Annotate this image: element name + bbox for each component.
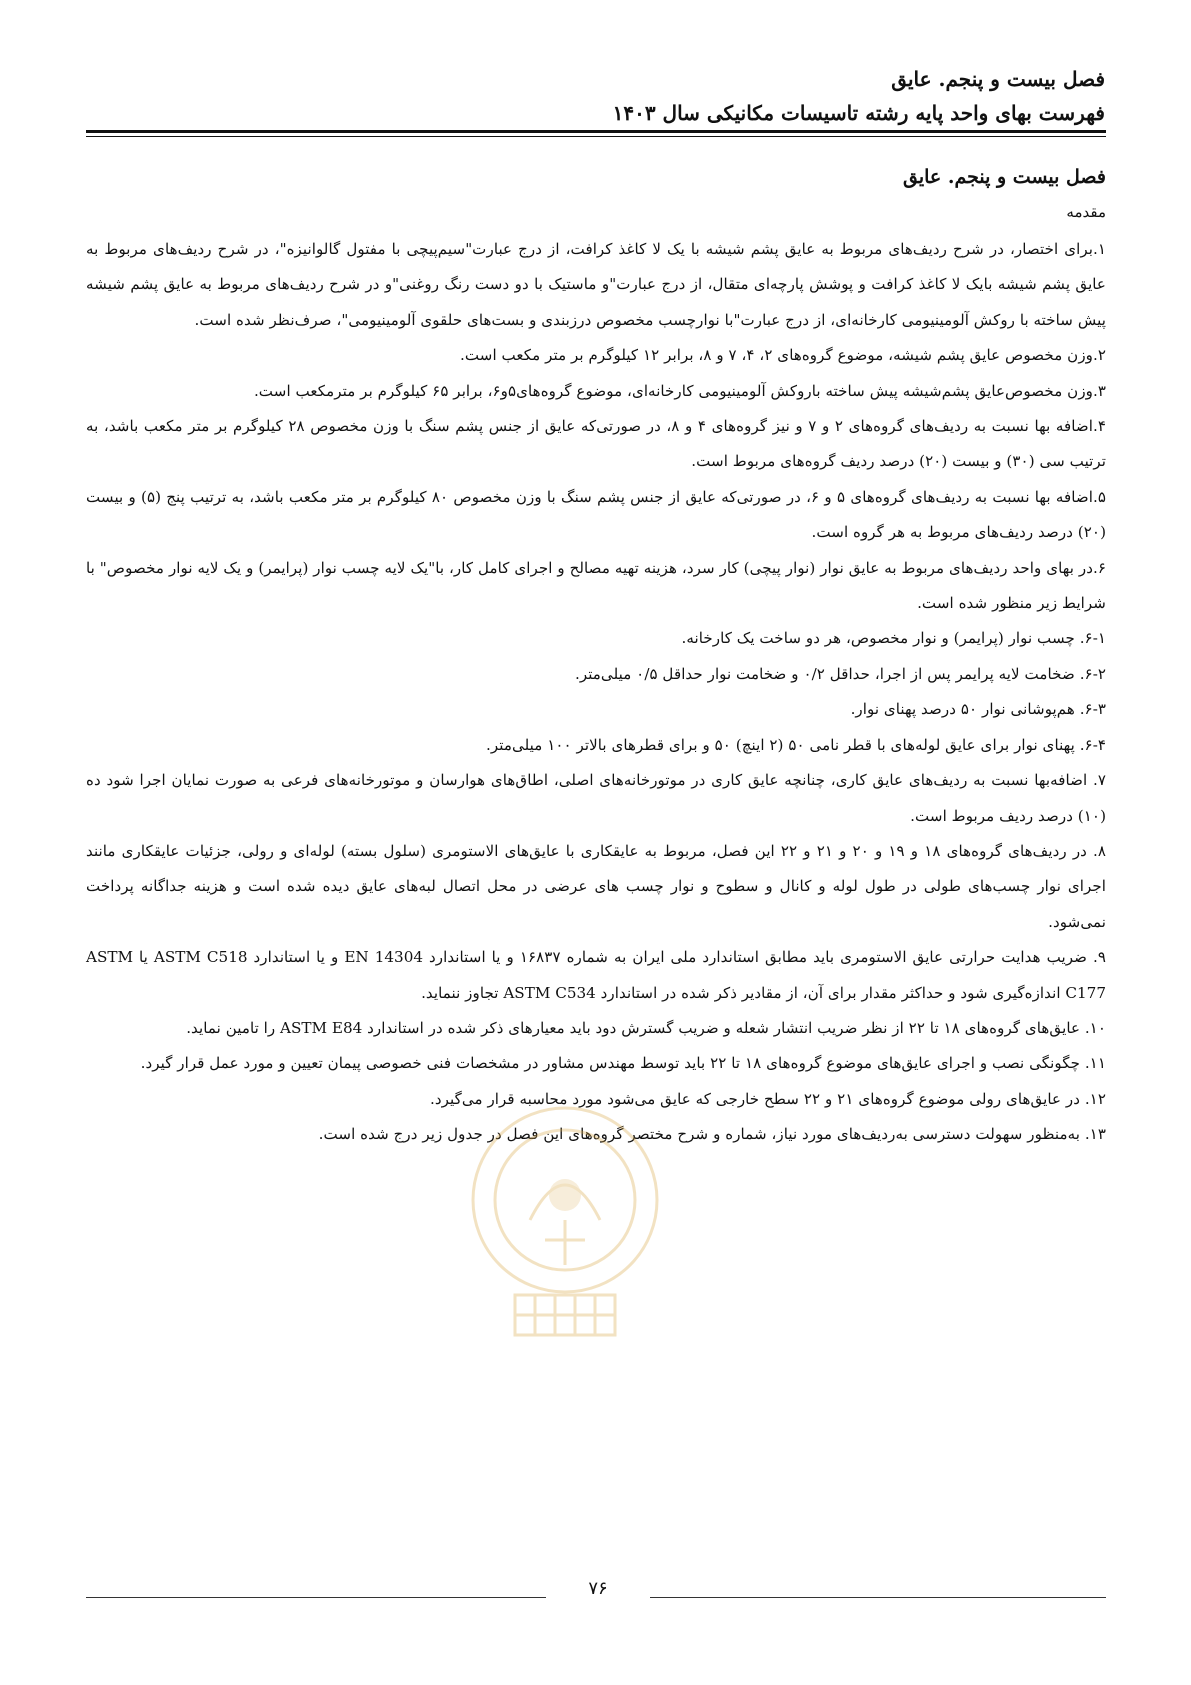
paragraph-11: ۱۱. چگونگی نصب و اجرای عایق‌های موضوع گروه‌های ۱۸ تا ۲۲ باید توسط مهندس مشاور در مشخصات فنی خصوصی پیمان تعیین و مورد عمل قرار گیرد. xyxy=(140,1054,1106,1073)
page-body xyxy=(86,162,1106,1153)
paragraph-6-4: ۶-۴. پهنای نوار برای عایق لوله‌های با قطر نامی ۵۰ (۲ اینچ) ۵۰ و برای قطرهای بالاتر ۱۰۰ میلی‌متر. xyxy=(486,735,1106,754)
header-rule-thick xyxy=(86,130,1106,133)
paragraph-7: ۷. اضافه‌بها نسبت به ردیف‌های عایق کاری، چنانچه عایق کاری در موتورخانه‌های اصلی، اطاق‌های هوارسان و موتورخانه‌های فرعی به صورت نمایان اجرا شود ده (۱۰) درصد ردیف مربوط است. xyxy=(86,771,1106,825)
paragraph-6-3: ۶-۳. هم‌پوشانی نوار ۵۰ درصد پهنای نوار. xyxy=(850,700,1106,719)
paragraph-5: ۵.اضافه بها نسبت به ردیف‌های گروه‌های ۵ و ۶، در صورتی‌که عایق از جنس پشم سنگ با وزن مخصوص ۸۰ کیلوگرم بر متر مکعب باشد، به ترتیب پنج (۵) و بیست (۲۰) درصد ردیف‌های مربوط به هر گروه است. xyxy=(86,487,1106,542)
paragraph-2: ۲.وزن مخصوص عایق پشم شیشه، موضوع گروه‌های ۲، ۴، ۷ و ۸، برابر ۱۲ کیلوگرم بر متر مکعب است. xyxy=(460,346,1106,365)
footer-rule-left xyxy=(86,1597,546,1598)
footer-rule-right xyxy=(650,1597,1106,1598)
paragraph-6-1: ۶-۱. چسب نوار (پرایمر) و نوار مخصوص، هر دو ساخت یک کارخانه. xyxy=(681,629,1106,648)
paragraph-12: ۱۲. در عایق‌های رولی موضوع گروه‌های ۲۱ و ۲۲ سطح خارجی که عایق می‌شود مورد محاسبه قرار می‌گیرد. xyxy=(430,1089,1106,1108)
intro-label: مقدمه xyxy=(1066,203,1106,221)
page-number: ۷۶ xyxy=(588,1578,608,1599)
header-rule-thin xyxy=(86,136,1106,137)
paragraph-6: ۶.در بهای واحد ردیف‌های مربوط به عایق نوار (نوار پیچی) کار سرد، هزینه تهیه مصالح و اجرای کامل کار، با"یک لایه چسب نوار (پرایمر) و یک لایه نوار مخصوص" با شرایط زیر منظور شده است. xyxy=(86,558,1106,613)
paragraph-1: ۱.برای اختصار، در شرح ردیف‌های مربوط به عایق پشم شیشه با یک لا کاغذ کرافت، از درج عبارت"سیم‌پیچی با مفتول گالوانیزه"، در شرح ردیف‌های مربوط به عایق پشم شیشه بایک لا کاغذ کرافت و پوشش پارچه‌ای متقال، از درج عبارت"و ماستیک با دو دست رنگ روغنی"و در شرح ردیف‌های مربوط به عایق پشم شیشه پیش ساخته با روکش آلومینیومی کارخانه‌ای، از درج عبارت"با نوارچسب مخصوص درزبندی و بست‌های حلقوی آلومینیومی"، صرف‌نظر شده است. xyxy=(86,240,1106,329)
running-header xyxy=(85,62,1105,130)
paragraph-13: ۱۳. به‌منظور سهولت دسترسی به‌ردیف‌های مورد نیاز، شماره و شرح مختصر گروه‌های این فصل در جدول زیر درج شده است. xyxy=(318,1125,1106,1144)
section-title: فصل بیست و پنجم. عایق xyxy=(902,166,1106,188)
header-chapter-title: فصل بیست و پنجم. عایق xyxy=(891,67,1105,91)
header-document-title: فهرست بهای واحد پایه رشته تاسیسات مکانیکی سال ۱۴۰۳ xyxy=(612,101,1105,125)
paragraph-8: ۸. در ردیف‌های گروه‌های ۱۸ و ۱۹ و ۲۰ و ۲۱ و ۲۲ این فصل، مربوط به عایقکاری با عایق‌های الاستومری (سلول بسته) لوله‌ای و رولی، جزئیات عایقکاری مانند اجرای نوار چسب‌های طولی در طول لوله و کانال و سطوح و نوار چسب های عرضی در محل اتصال لبه‌های عایق دیده شده است و هزینه جداگانه پرداخت نمی‌شود. xyxy=(86,841,1106,931)
paragraph-3: ۳.وزن مخصوص‌عایق پشم‌شیشه پیش ساخته باروکش آلومینیومی کارخانه‌ای، موضوع گروه‌های۵و۶، برابر ۶۵ کیلوگرم بر مترمکعب است. xyxy=(253,381,1106,400)
publisher-seal-watermark xyxy=(460,1090,670,1350)
paragraph-9: ۹. ضریب هدایت حرارتی عایق الاستومری باید مطابق استاندارد ملی ایران به شماره ۱۶۸۳۷ و یا استاندارد EN 14304 و یا استاندارد ASTM C518 یا ASTM C177 اندازه‌گیری شود و حداکثر مقدار برای آن، از مقادیر ذکر شده در استاندارد ASTM C534 تجاوز ننماید. xyxy=(86,948,1107,1002)
paragraph-10: ۱۰. عایق‌های گروه‌های ۱۸ تا ۲۲ از نظر ضریب انتشار شعله و ضریب گسترش دود باید معیارهای ذکر شده در استاندارد ASTM E84 را تامین نماید. xyxy=(186,1018,1106,1037)
paragraph-4: ۴.اضافه بها نسبت به ردیف‌های گروه‌های ۲ و ۷ و نیز گروه‌های ۴ و ۸، در صورتی‌که عایق از جنس پشم سنگ با وزن مخصوص ۲۸ کیلوگرم بر متر مکعب باشد، به ترتیب سی (۳۰) و بیست (۲۰) درصد ردیف گروه‌های مربوط است. xyxy=(86,417,1107,471)
paragraph-6-2: ۶-۲. ضخامت لایه پرایمر پس از اجرا، حداقل ۰/۲ و ضخامت نوار حداقل ۰/۵ میلی‌متر. xyxy=(575,664,1106,683)
